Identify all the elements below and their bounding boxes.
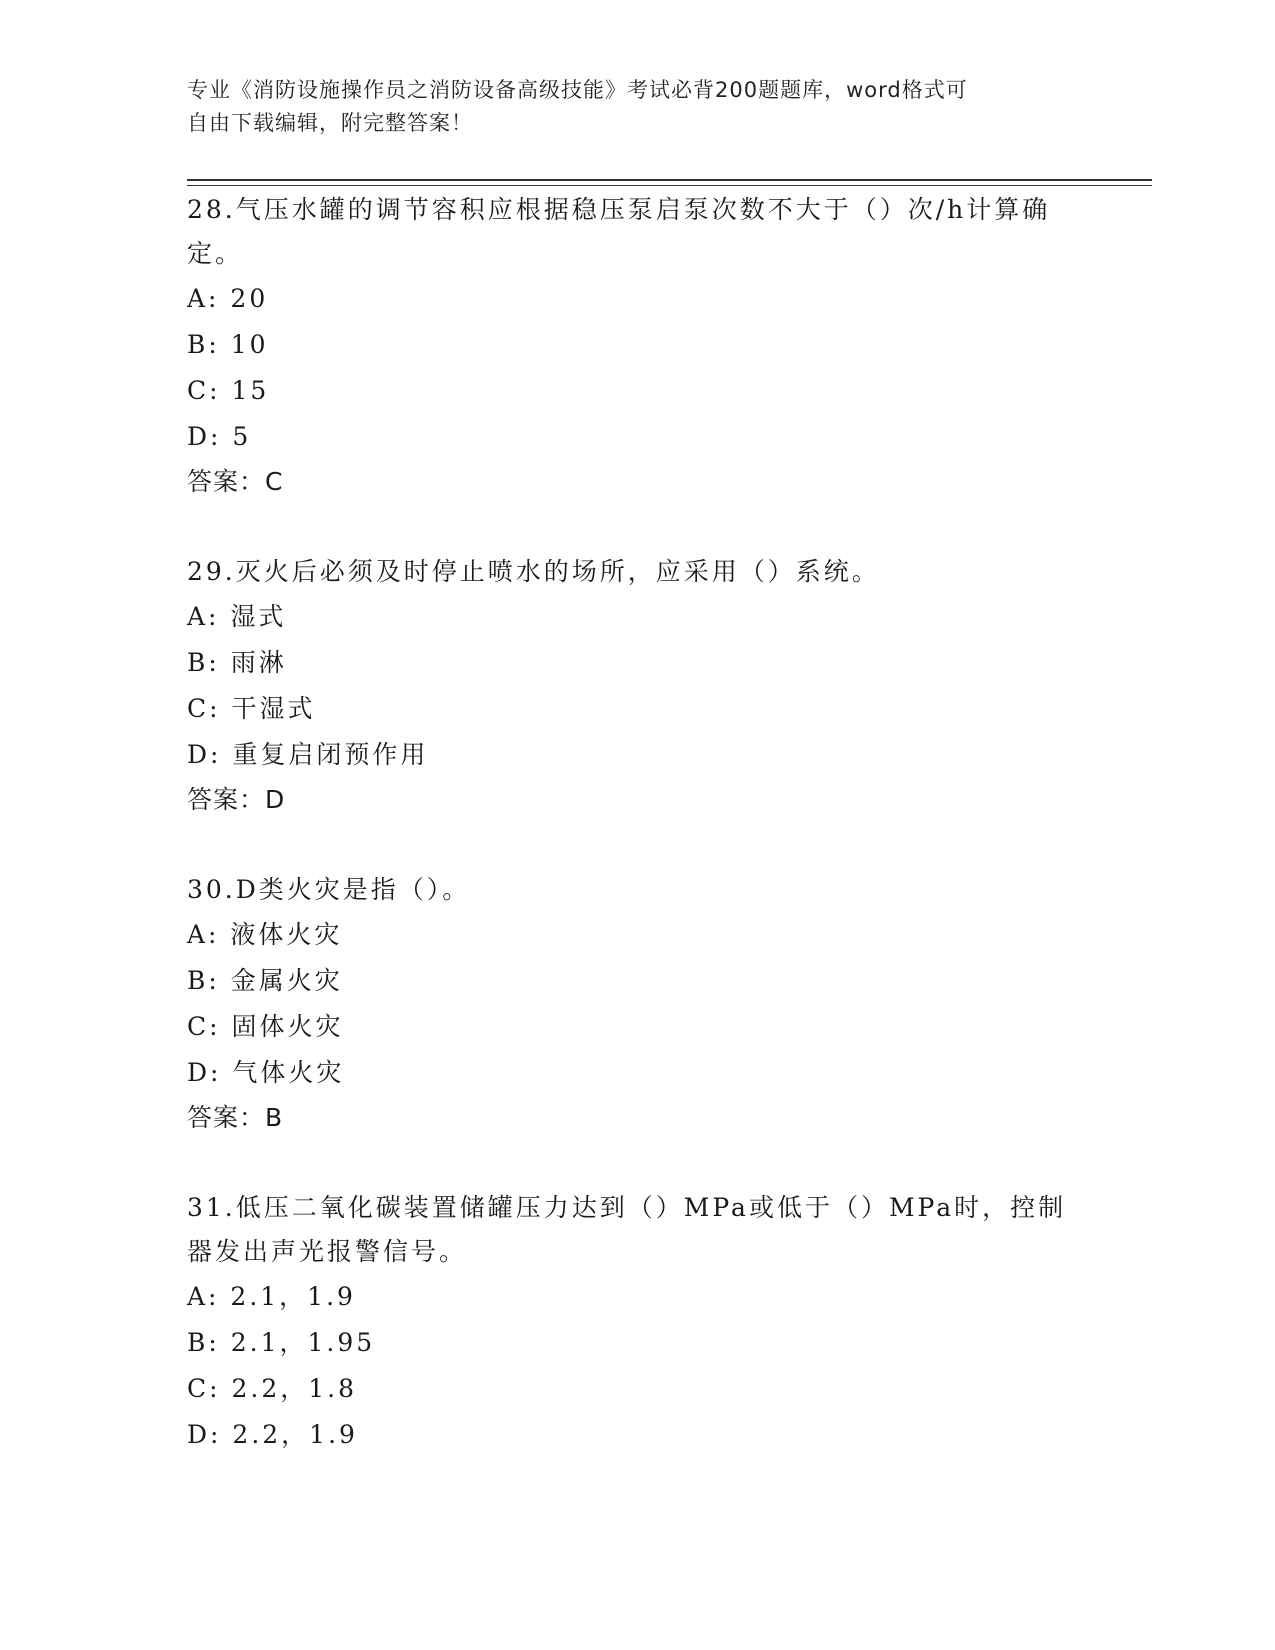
option-c: C: 15 (187, 376, 270, 405)
header-divider-thick (187, 179, 1152, 181)
option-b: B: 2.1，1.95 (187, 1328, 376, 1357)
question-stem: 31.低压二氧化碳装置储罐压力达到（）MPa或低于（）MPa时，控制器发出声光报警信号。 (187, 1193, 1067, 1266)
question-stem: 28.气压水罐的调节容积应根据稳压泵启泵次数不大于（）次/h计算确定。 (187, 195, 1051, 268)
option-d: D: 2.2，1.9 (187, 1420, 358, 1449)
header-line-1: 专业《消防设施操作员之消防设备高级技能》考试必背200题题库，word格式可 (187, 78, 968, 102)
question-31 (187, 1186, 1087, 1458)
answer-key: 答案：D (187, 785, 286, 814)
option-d: D: 气体火灾 (187, 1058, 345, 1087)
option-c: C: 干湿式 (187, 694, 316, 723)
option-a: A: 液体火灾 (187, 920, 343, 949)
answer-key: 答案：B (187, 1103, 284, 1132)
question-28 (187, 188, 1087, 504)
question-stem: 30.D类火灾是指（）。 (187, 875, 471, 904)
question-29 (187, 550, 1087, 822)
option-d: D: 5 (187, 422, 252, 451)
option-c: C: 固体火灾 (187, 1012, 344, 1041)
option-c: C: 2.2，1.8 (187, 1374, 358, 1403)
question-stem: 29.灭火后必须及时停止喷水的场所，应采用（）系统。 (187, 557, 880, 586)
option-a: A: 20 (187, 284, 269, 313)
option-a: A: 湿式 (187, 602, 287, 631)
answer-key: 答案：C (187, 467, 284, 496)
header-divider-thin (187, 185, 1152, 186)
option-b: B: 金属火灾 (187, 966, 343, 995)
header-line-2: 自由下载编辑，附完整答案！ (187, 111, 473, 135)
question-30 (187, 868, 1087, 1140)
document-header-note (187, 74, 1067, 140)
option-b: B: 10 (187, 330, 269, 359)
option-d: D: 重复启闭预作用 (187, 740, 429, 769)
option-b: B: 雨淋 (187, 648, 287, 677)
option-a: A: 2.1，1.9 (187, 1282, 356, 1311)
